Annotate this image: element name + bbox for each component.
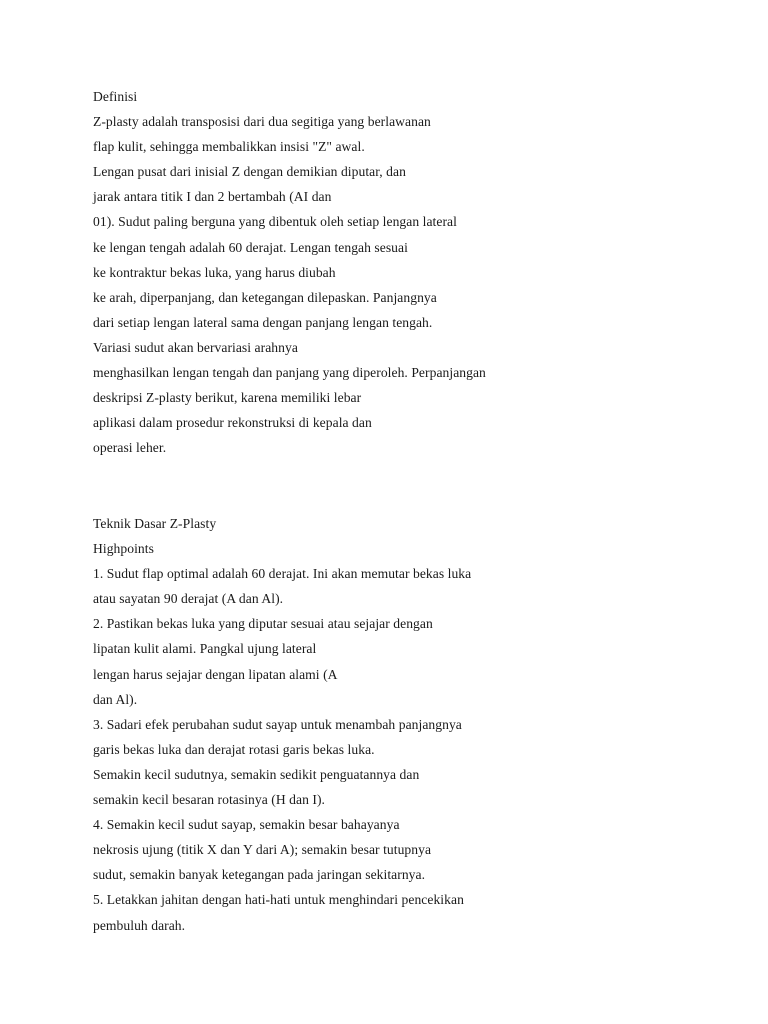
technique-line: dan Al). [93,691,138,707]
technique-line: garis bekas luka dan derajat rotasi garis bekas luka. [93,741,375,757]
definition-line: jarak antara titik I dan 2 bertambah (AI dan [93,189,332,205]
definition-line: ke arah, diperpanjang, dan ketegangan dilepaskan. Panjangnya [93,289,437,305]
definition-line: operasi leher. [93,440,167,456]
technique-line: 3. Sadari efek perubahan sudut sayap untuk menambah panjangnya [93,716,462,732]
definition-section [93,84,733,460]
technique-line: atau sayatan 90 derajat (A dan Al). [93,591,284,607]
definition-line: 01). Sudut paling berguna yang dibentuk oleh setiap lengan lateral [93,214,457,230]
technique-subheading: Highpoints [93,541,154,557]
technique-line: Semakin kecil sudutnya, semakin sedikit penguatannya dan [93,766,420,782]
technique-line: lengan harus sejajar dengan lipatan alami (A [93,666,338,682]
technique-line: lipatan kulit alami. Pangkal ujung lateral [93,641,317,657]
definition-line: deskripsi Z-plasty berikut, karena memiliki lebar [93,390,362,406]
definition-heading: Definisi [93,89,138,104]
technique-section [93,511,733,938]
definition-line: Lengan pusat dari inisial Z dengan demikian diputar, dan [93,164,406,180]
definition-line: ke lengan tengah adalah 60 derajat. Lengan tengah sesuai [93,239,408,255]
definition-line: aplikasi dalam prosedur rekonstruksi di kepala dan [93,415,372,431]
definition-line: ke kontraktur bekas luka, yang harus diubah [93,264,336,280]
technique-line: 5. Letakkan jahitan dengan hati-hati untuk menghindari pencekikan [93,892,464,908]
definition-line: flap kulit, sehingga membalikkan insisi "Z" awal. [93,139,365,155]
definition-line: dari setiap lengan lateral sama dengan panjang lengan tengah. [93,314,433,330]
technique-line: pembuluh darah. [93,917,186,933]
technique-line: semakin kecil besaran rotasinya (H dan I). [93,792,325,808]
technique-heading: Teknik Dasar Z-Plasty [93,516,217,531]
definition-line: Z-plasty adalah transposisi dari dua segitiga yang berlawanan [93,114,431,130]
technique-line: sudut, semakin banyak ketegangan pada jaringan sekitarnya. [93,867,426,883]
technique-line: 1. Sudut flap optimal adalah 60 derajat. Ini akan memutar bekas luka [93,566,472,582]
technique-line: 2. Pastikan bekas luka yang diputar sesuai atau sejajar dengan [93,616,433,632]
definition-line: menghasilkan lengan tengah dan panjang yang diperoleh. Perpanjangan [93,365,486,381]
technique-line: nekrosis ujung (titik X dan Y dari A); semakin besar tutupnya [93,842,432,858]
technique-line: 4. Semakin kecil sudut sayap, semakin besar bahayanya [93,817,400,833]
definition-line: Variasi sudut akan bervariasi arahnya [93,339,298,355]
